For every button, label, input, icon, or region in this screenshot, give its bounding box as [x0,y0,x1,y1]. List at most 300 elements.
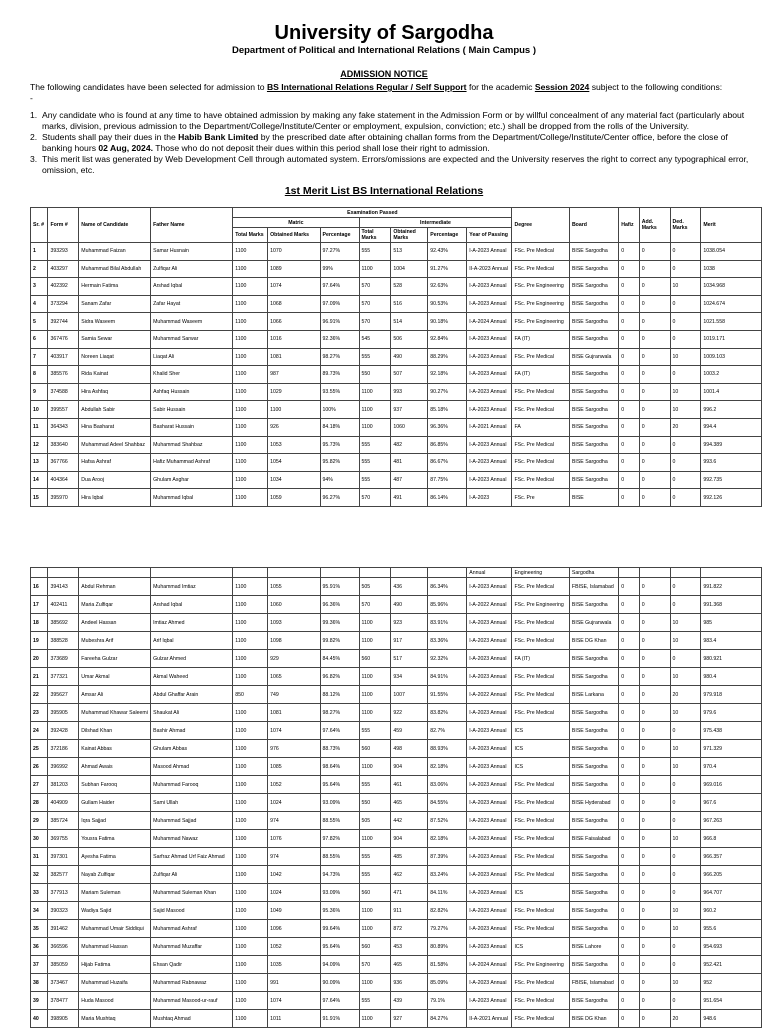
header-inter-total: Total Marks [359,228,391,243]
cell-father-name: Imtiaz Ahmed [151,614,233,632]
cell-degree: FSc. Pre Medical [512,471,569,489]
cell-board: BISE Sargodha [569,704,618,722]
table-row [31,938,762,956]
cell-board: BISE Sargodha [569,313,618,331]
cell-add-marks: 0 [639,1010,670,1028]
cell-matric-obtained: 1065 [268,668,320,686]
cell-inter-obtained: 485 [391,848,428,866]
cell-inter-percentage: 86.34% [428,578,467,596]
cell-inter-obtained: 917 [391,632,428,650]
cell-sr: 25 [31,740,48,758]
table-row [31,454,762,472]
cell-add-marks: 0 [639,920,670,938]
cell-father-name: Masood Ahmad [151,758,233,776]
cell-ded-marks: 0 [670,243,701,261]
table-row [31,812,762,830]
cell-inter-total: 1100 [359,401,391,419]
cell-form: 366596 [48,938,79,956]
cell-sr: 7 [31,348,48,366]
cell-board: BISE Larkana [569,686,618,704]
cell-form: 383640 [48,436,79,454]
cell-degree: FSc. Pre Medical [512,614,569,632]
cell-matric-obtained: 1100 [268,401,320,419]
cell-inter-total: 555 [359,776,391,794]
cell-inter-percentage: 90.53% [428,295,467,313]
cell-ded-marks: 0 [670,722,701,740]
cell-year-of-passing: I-A-2023 Annual [467,454,512,472]
cell-board: BISE Lahore [569,938,618,956]
cell-form: 394143 [48,578,79,596]
cell-matric-total: 1100 [233,436,268,454]
cell-candidate-name: Abdul Rehman [79,578,151,596]
cell-inter-obtained: 487 [391,471,428,489]
cell-matric-percentage: 98.27% [320,348,359,366]
cell-inter-total: 570 [359,489,391,507]
cell-matric-total: 1100 [233,295,268,313]
cell-hafiz: 0 [619,668,640,686]
cell-year-of-passing: I-A-2023 Annual [467,295,512,313]
cell-ded-marks: 10 [670,974,701,992]
cell-board: BISE Sargodha [569,260,618,278]
cell-board: BISE Sargodha [569,956,618,974]
cell-degree: FA (IT) [512,330,569,348]
cell-ded-marks: 0 [670,295,701,313]
cell-add-marks: 0 [639,436,670,454]
cell-matric-percentage: 99.82% [320,632,359,650]
cell-hafiz: 0 [619,938,640,956]
cell-inter-total: 555 [359,243,391,261]
condition-text: Those who do not deposit their dues within this period shall lose their right to admission. [155,143,490,153]
cell-hafiz: 0 [619,366,640,384]
cell-merit: 992.126 [701,489,762,507]
cell-matric-total: 1100 [233,260,268,278]
cell-inter-percentage: 80.89% [428,938,467,956]
cell-matric-obtained: 1053 [268,436,320,454]
cell-hafiz: 0 [619,614,640,632]
cell-sr: 23 [31,704,48,722]
cell-hafiz: 0 [619,866,640,884]
cell-add-marks: 0 [639,992,670,1010]
cell-hafiz: 0 [619,704,640,722]
cell-year-of-passing: I-A-2022 Annual [467,686,512,704]
cell-candidate-name: Muhammad Faizan [79,243,151,261]
cell-matric-obtained: 1070 [268,243,320,261]
cell-degree: ICS [512,884,569,902]
cell-matric-percentage: 98.27% [320,704,359,722]
cell-matric-percentage: 95.82% [320,454,359,472]
table-row [31,956,762,974]
cell-candidate-name: Gullam Haider [79,794,151,812]
cell-sr: 5 [31,313,48,331]
cell-sr: 34 [31,902,48,920]
cell-sr: 21 [31,668,48,686]
cell-matric-percentage: 100% [320,401,359,419]
cell-board: BISE Sargodha [569,758,618,776]
cell-year-of-passing: I-A-2023 Annual [467,614,512,632]
cell-father-name: Muhammad Farooq [151,776,233,794]
cell-ded-marks: 10 [670,920,701,938]
cell-candidate-name: Samia Sewar [79,330,151,348]
cell-candidate-name: Wadiya Sajid [79,902,151,920]
condition-text: This merit list was generated by Web Development Cell through automated system. Errors/omissions are expected and the University reserves the right to correct any typographical error, omission, etc. [42,154,749,175]
cell-sr: 26 [31,758,48,776]
cell-board: BISE Sargodha [569,383,618,401]
cell-inter-percentage: 91.55% [428,686,467,704]
cell-year-of-passing: I-A-2023 Annual [467,938,512,956]
cell-ded-marks: 0 [670,260,701,278]
table-row [31,489,762,507]
cell-board: BISE Sargodha [569,902,618,920]
cell-board: BISE Sargodha [569,401,618,419]
cell-matric-percentage: 96.27% [320,489,359,507]
cell-sr: 6 [31,330,48,348]
cell-year-of-passing: I-A-2023 Annual [467,758,512,776]
cell-candidate-name: Abdullah Sabir [79,401,151,419]
cell-add-marks: 0 [639,758,670,776]
intro-paragraph [30,82,750,104]
cell-matric-total: 1100 [233,848,268,866]
cell-year-of-passing: I-A-2023 Annual [467,348,512,366]
cell-matric-total: 1100 [233,794,268,812]
cell-form: 388528 [48,632,79,650]
cell-candidate-name: Kainat Abbas [79,740,151,758]
continuation-degree: Engineering [512,568,569,578]
cell-sr: 12 [31,436,48,454]
cell-matric-total: 1100 [233,668,268,686]
due-date: 02 Aug, 2024. [98,143,154,153]
cell-merit: 979.6 [701,704,762,722]
cell-candidate-name: Hira Ashfaq [79,383,151,401]
cell-hafiz: 0 [619,956,640,974]
cell-form: 396992 [48,758,79,776]
conditions-list [30,110,755,176]
cell-merit: 960.2 [701,902,762,920]
cell-degree: ICS [512,740,569,758]
cell-matric-percentage: 84.45% [320,650,359,668]
cell-merit: 983.4 [701,632,762,650]
cell-degree: FSc. Pre Medical [512,776,569,794]
cell-sr: 32 [31,866,48,884]
cell-matric-percentage: 99.36% [320,614,359,632]
cell-inter-total: 570 [359,313,391,331]
cell-add-marks: 0 [639,471,670,489]
table-row [31,848,762,866]
cell-board: BISE Sargodha [569,848,618,866]
cell-inter-total: 545 [359,330,391,348]
cell-degree: FSc. Pre Engineering [512,313,569,331]
cell-ded-marks: 10 [670,668,701,686]
cell-ded-marks: 10 [670,902,701,920]
cell-matric-obtained: 1049 [268,902,320,920]
cell-matric-percentage: 90.09% [320,974,359,992]
cell-inter-obtained: 922 [391,704,428,722]
cell-board: BISE Faisalabad [569,830,618,848]
cell-sr: 33 [31,884,48,902]
cell-inter-percentage: 82.18% [428,830,467,848]
cell-inter-total: 550 [359,366,391,384]
cell-inter-total: 570 [359,956,391,974]
cell-add-marks: 0 [639,902,670,920]
cell-merit: 980.921 [701,650,762,668]
header-ded-marks: Ded. Marks [670,208,701,243]
cell-matric-obtained: 926 [268,418,320,436]
cell-form: 377321 [48,668,79,686]
cell-matric-obtained: 1074 [268,992,320,1010]
cell-candidate-name: Umar Akmal [79,668,151,686]
cell-matric-percentage: 93.09% [320,884,359,902]
cell-merit: 966.357 [701,848,762,866]
cell-form: 395627 [48,686,79,704]
table-row [31,614,762,632]
cell-matric-percentage: 97.64% [320,722,359,740]
cell-inter-total: 1100 [359,830,391,848]
cell-year-of-passing: I-A-2023 Annual [467,471,512,489]
cell-year-of-passing: I-A-2023 Annual [467,383,512,401]
cell-inter-percentage: 88.93% [428,740,467,758]
cell-board: BISE Sargodha [569,776,618,794]
cell-matric-obtained: 1042 [268,866,320,884]
cell-merit: 1038.054 [701,243,762,261]
cell-matric-percentage: 95.36% [320,902,359,920]
cell-hafiz: 0 [619,348,640,366]
cell-form: 369755 [48,830,79,848]
table-row [31,884,762,902]
cell-board: BISE Sargodha [569,366,618,384]
cell-add-marks: 0 [639,938,670,956]
cell-ded-marks: 0 [670,812,701,830]
cell-matric-percentage: 95.64% [320,776,359,794]
cell-year-of-passing: I-A-2023 Annual [467,902,512,920]
cell-year-of-passing: I-A-2023 Annual [467,650,512,668]
table-row [31,401,762,419]
table-row [31,974,762,992]
cell-inter-total: 555 [359,454,391,472]
cell-add-marks: 0 [639,794,670,812]
cell-sr: 19 [31,632,48,650]
cell-board: BISE Sargodha [569,418,618,436]
cell-hafiz: 0 [619,848,640,866]
cell-matric-obtained: 1066 [268,313,320,331]
cell-merit: 1021.558 [701,313,762,331]
cell-inter-obtained: 465 [391,794,428,812]
header-matric-total: Total Marks [233,228,268,243]
cell-matric-percentage: 99.64% [320,920,359,938]
cell-inter-percentage: 84.91% [428,668,467,686]
cell-matric-percentage: 97.64% [320,992,359,1010]
cell-degree: FSc. Pre Medical [512,383,569,401]
cell-matric-obtained: 1081 [268,704,320,722]
cell-father-name: Muhammad Ashraf [151,920,233,938]
continuation-year: Annual [467,568,512,578]
cell-degree: FSc. Pre Medical [512,668,569,686]
cell-board: BISE Sargodha [569,650,618,668]
cell-sr: 11 [31,418,48,436]
cell-degree: FSc. Pre Medical [512,1010,569,1028]
cell-candidate-name: Maria Mushtaq [79,1010,151,1028]
table-row [31,596,762,614]
cell-matric-percentage: 97.27% [320,243,359,261]
cell-merit: 967.6 [701,794,762,812]
cell-inter-total: 555 [359,348,391,366]
table-row [31,278,762,296]
cell-form: 373467 [48,974,79,992]
cell-inter-obtained: 513 [391,243,428,261]
condition-item: 3. This merit list was generated by Web Development Cell through automated system. Errors/omissions are expected and the University reserves the right to correct any typographical error, omission, etc. [30,154,749,175]
cell-candidate-name: Rida Kainat [79,366,151,384]
cell-matric-total: 1100 [233,920,268,938]
header-form: Form # [48,208,79,243]
cell-add-marks: 0 [639,278,670,296]
cell-degree: FSc. Pre [512,489,569,507]
cell-hafiz: 0 [619,471,640,489]
cell-form: 364343 [48,418,79,436]
cell-form: 404909 [48,794,79,812]
cell-sr: 4 [31,295,48,313]
cell-inter-percentage: 92.43% [428,243,467,261]
cell-add-marks: 0 [639,848,670,866]
cell-ded-marks: 10 [670,830,701,848]
cell-hafiz: 0 [619,1010,640,1028]
cell-year-of-passing: II-A-2021 Annual [467,1010,512,1028]
cell-sr: 2 [31,260,48,278]
cell-inter-percentage: 96.36% [428,418,467,436]
cell-candidate-name: Muhammad Adeel Shahbaz [79,436,151,454]
cell-add-marks: 0 [639,596,670,614]
cell-matric-percentage: 94% [320,471,359,489]
cell-hafiz: 0 [619,992,640,1010]
cell-inter-obtained: 528 [391,278,428,296]
cell-matric-total: 1100 [233,418,268,436]
cell-hafiz: 0 [619,489,640,507]
cell-board: BISE [569,489,618,507]
cell-hafiz: 0 [619,278,640,296]
cell-degree: FA [512,418,569,436]
cell-merit: 1024.674 [701,295,762,313]
cell-candidate-name: Sanam Zafar [79,295,151,313]
cell-matric-total: 1100 [233,776,268,794]
cell-hafiz: 0 [619,295,640,313]
cell-matric-percentage: 88.12% [320,686,359,704]
cell-matric-obtained: 1093 [268,614,320,632]
cell-sr: 29 [31,812,48,830]
cell-sr: 18 [31,614,48,632]
cell-matric-percentage: 95.64% [320,938,359,956]
cell-add-marks: 0 [639,956,670,974]
cell-inter-obtained: 936 [391,974,428,992]
cell-year-of-passing: I-A-2023 [467,489,512,507]
cell-sr: 35 [31,920,48,938]
cell-father-name: Bashir Ahmad [151,722,233,740]
cell-matric-obtained: 1024 [268,884,320,902]
cell-inter-total: 570 [359,596,391,614]
cell-candidate-name: Maria Zulfiqar [79,596,151,614]
table-row [31,830,762,848]
cell-add-marks: 0 [639,578,670,596]
cell-inter-obtained: 453 [391,938,428,956]
cell-degree: FSc. Pre Medical [512,260,569,278]
cell-father-name: Sajid Masood [151,902,233,920]
cell-matric-total: 1100 [233,902,268,920]
cell-year-of-passing: I-A-2023 Annual [467,740,512,758]
cell-form: 402392 [48,278,79,296]
table-row [31,668,762,686]
cell-father-name: Muhammad Suleman Khan [151,884,233,902]
cell-form: 378477 [48,992,79,1010]
cell-degree: FSc. Pre Medical [512,830,569,848]
cell-matric-percentage: 88.55% [320,848,359,866]
cell-degree: FA (IT) [512,650,569,668]
cell-year-of-passing: I-A-2022 Annual [467,596,512,614]
cell-candidate-name: Muhammad Umair Siddiqui [79,920,151,938]
cell-merit: 980.4 [701,668,762,686]
cell-candidate-name: Muhammad Hassan [79,938,151,956]
cell-form: 367476 [48,330,79,348]
cell-ded-marks: 10 [670,614,701,632]
cell-merit: 948.6 [701,1010,762,1028]
cell-hafiz: 0 [619,758,640,776]
cell-matric-total: 1100 [233,330,268,348]
cell-matric-obtained: 1054 [268,454,320,472]
cell-candidate-name: Hira Iqbal [79,489,151,507]
cell-ded-marks: 20 [670,418,701,436]
cell-add-marks: 0 [639,866,670,884]
cell-matric-percentage: 93.55% [320,383,359,401]
cell-form: 385724 [48,812,79,830]
cell-matric-total: 1100 [233,348,268,366]
cell-sr: 38 [31,974,48,992]
cell-merit: 954.693 [701,938,762,956]
cell-board: FBISE, Islamabad [569,974,618,992]
condition-text: Any candidate who is found at any time to have obtained admission by making any fake statement in the Admission Form or by willful concealment of any material fact (particularly about marks, division, previous admission to the Department/College/Institute/Center or employment, expulsion, conviction; etc.) shall be dropped from the rolls of the University. [42,110,745,131]
cell-matric-total: 1100 [233,758,268,776]
cell-matric-obtained: 1034 [268,471,320,489]
cell-sr: 30 [31,830,48,848]
cell-inter-percentage: 83.24% [428,866,467,884]
cell-inter-obtained: 491 [391,489,428,507]
cell-father-name: Muhammad Iqbal [151,489,233,507]
cell-father-name: Muhammad Nawaz [151,830,233,848]
intro-text-2: for the academic [468,82,533,92]
cell-ded-marks: 0 [670,650,701,668]
cell-father-name: Hafiz Muhammad Ashraf [151,454,233,472]
cell-inter-total: 560 [359,884,391,902]
table-row [31,902,762,920]
cell-inter-percentage: 83.82% [428,704,467,722]
cell-inter-obtained: 934 [391,668,428,686]
cell-father-name: Abdul Ghaffar Arain [151,686,233,704]
cell-merit: 992.735 [701,471,762,489]
cell-hafiz: 0 [619,974,640,992]
cell-sr: 40 [31,1010,48,1028]
cell-year-of-passing: I-A-2023 Annual [467,776,512,794]
merit-table-page-1 [30,207,762,507]
cell-form: 381203 [48,776,79,794]
cell-father-name: Muhammad Shahbaz [151,436,233,454]
cell-matric-total: 1100 [233,401,268,419]
cell-add-marks: 0 [639,489,670,507]
cell-merit: 975.438 [701,722,762,740]
cell-father-name: Basharat Hussain [151,418,233,436]
merit-table-page-2 [30,567,762,1028]
cell-merit: 996.2 [701,401,762,419]
cell-add-marks: 0 [639,401,670,419]
cell-hafiz: 0 [619,243,640,261]
cell-matric-obtained: 1074 [268,278,320,296]
cell-ded-marks: 0 [670,313,701,331]
cell-inter-obtained: 937 [391,401,428,419]
cell-father-name: Ghulam Abbas [151,740,233,758]
cell-board: BISE DG Khan [569,1010,618,1028]
